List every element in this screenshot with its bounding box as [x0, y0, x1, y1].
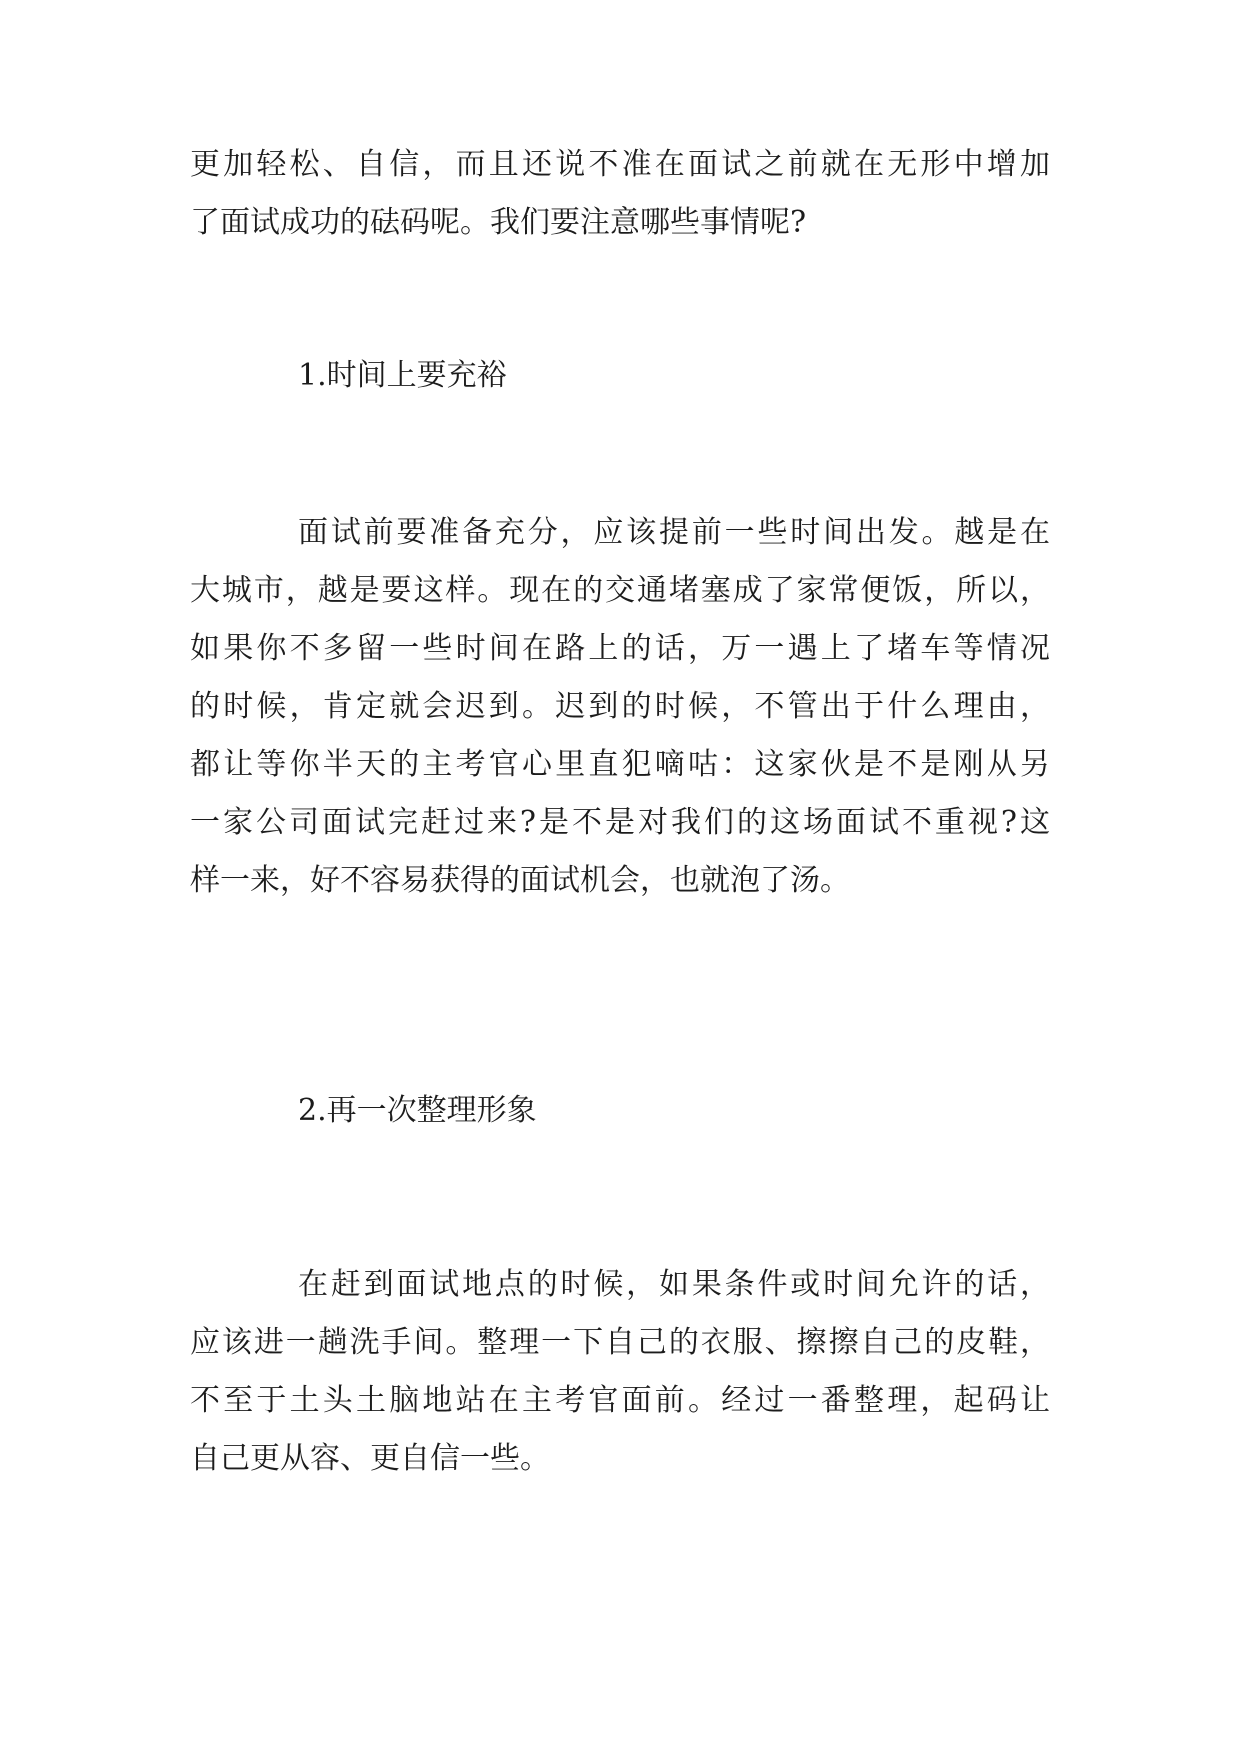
- paragraph-line: 都让等你半天的主考官心里直犯嘀咕：这家伙是不是刚从另: [190, 747, 1050, 782]
- paragraph-line: 更加轻松、自信，而且还说不准在面试之前就在无形中增加: [190, 147, 1050, 182]
- section-1-paragraph: [190, 504, 1050, 910]
- paragraph-line: 在赶到面试地点的时候，如果条件或时间允许的话，: [298, 1267, 1050, 1302]
- paragraph-line: 一家公司面试完赶过来?是不是对我们的这场面试不重视?这: [190, 805, 1050, 840]
- paragraph-line: 了面试成功的砝码呢。我们要注意哪些事情呢?: [190, 205, 807, 240]
- intro-paragraph: [190, 136, 1050, 252]
- paragraph-line: 如果你不多留一些时间在路上的话，万一遇上了堵车等情况: [190, 631, 1050, 666]
- section-heading-1: 1.时间上要充裕: [298, 358, 507, 393]
- paragraph-line: 应该进一趟洗手间。整理一下自己的衣服、擦擦自己的皮鞋，: [190, 1325, 1050, 1360]
- paragraph-line: 自己更从容、更自信一些。: [190, 1441, 550, 1476]
- paragraph-line: 不至于土头土脑地站在主考官面前。经过一番整理，起码让: [190, 1383, 1050, 1418]
- section-2-paragraph: [190, 1256, 1050, 1488]
- paragraph-line: 样一来，好不容易获得的面试机会，也就泡了汤。: [190, 863, 850, 898]
- paragraph-line: 的时候，肯定就会迟到。迟到的时候，不管出于什么理由，: [190, 689, 1050, 724]
- section-heading-2: 2.再一次整理形象: [298, 1093, 537, 1128]
- paragraph-line: 大城市，越是要这样。现在的交通堵塞成了家常便饭，所以，: [190, 573, 1050, 608]
- paragraph-line: 面试前要准备充分，应该提前一些时间出发。越是在: [298, 515, 1050, 550]
